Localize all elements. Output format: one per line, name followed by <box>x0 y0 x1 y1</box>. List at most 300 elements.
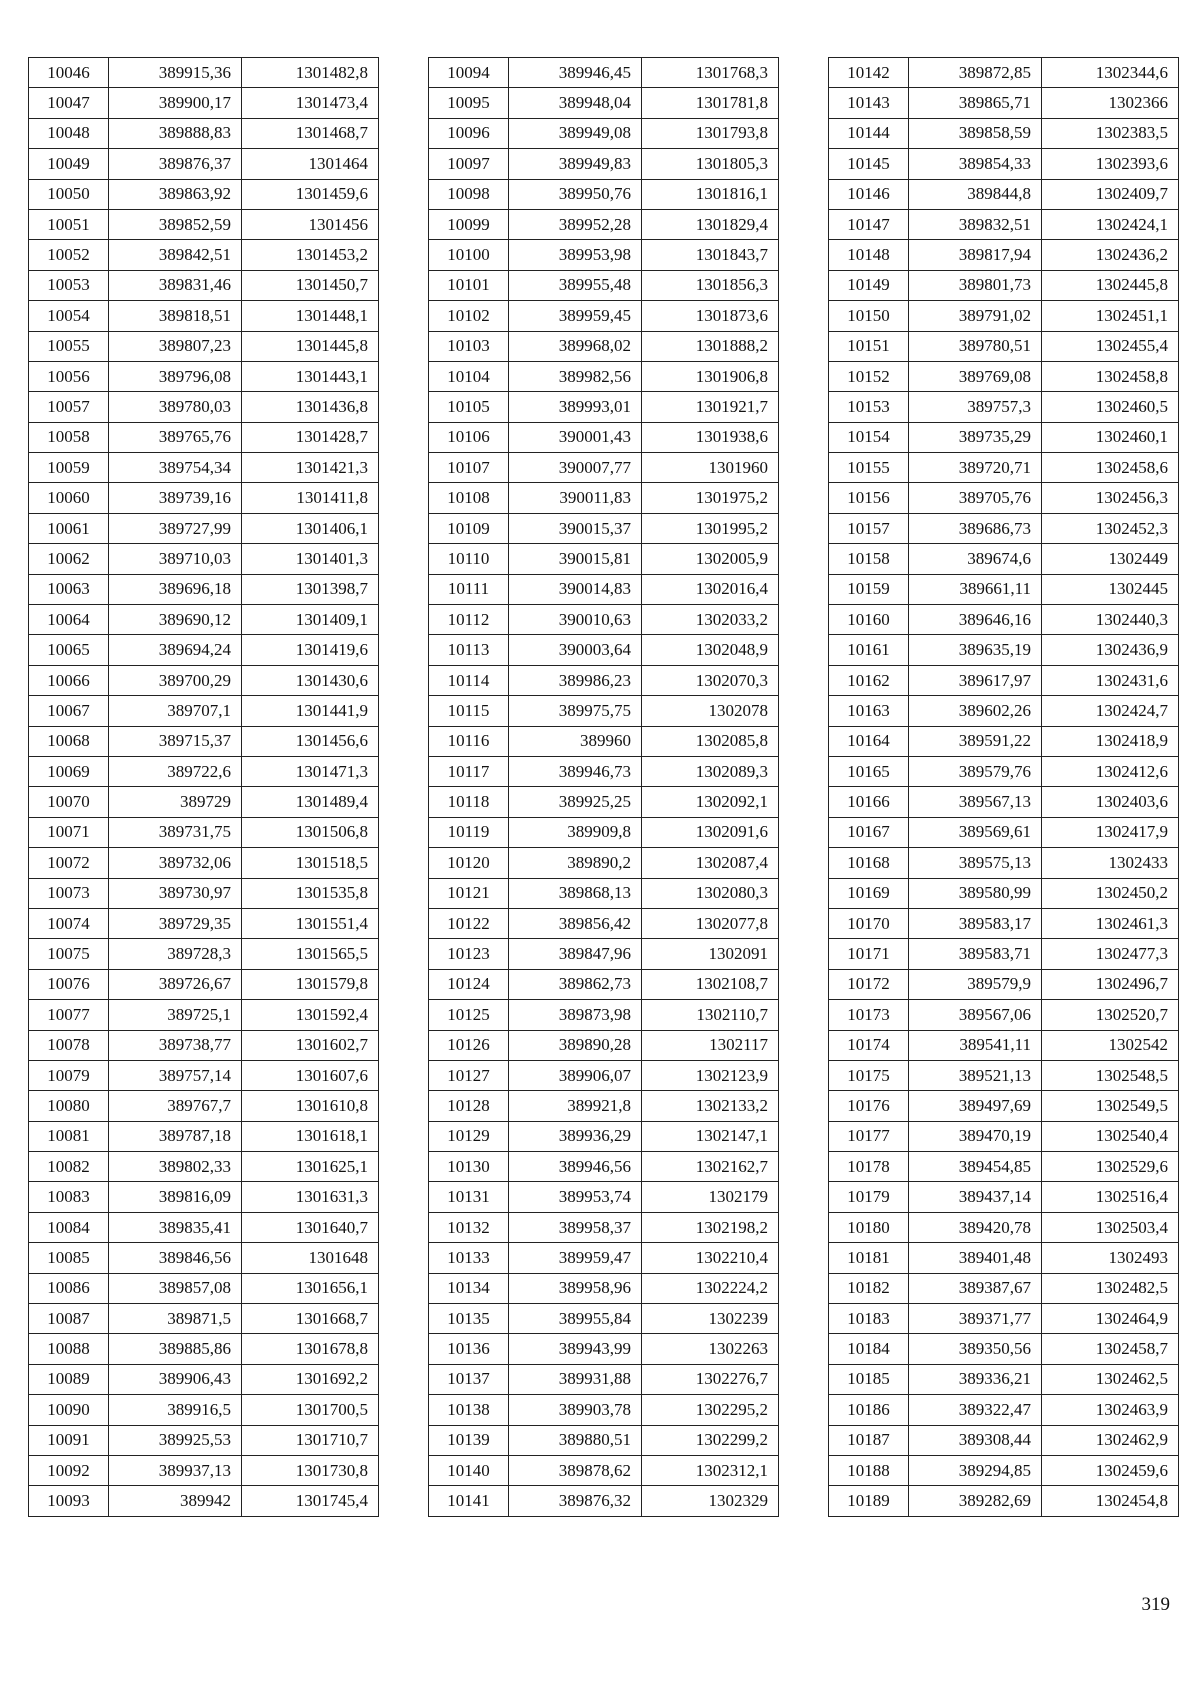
coordinate-table-2 <box>428 57 779 1517</box>
x-coordinate-cell: 389943,99 <box>509 1334 642 1364</box>
x-coordinate-cell: 389975,75 <box>509 696 642 726</box>
point-number-cell: 10099 <box>429 209 509 239</box>
point-number-cell: 10077 <box>29 1000 109 1030</box>
x-coordinate-cell: 389735,29 <box>909 422 1042 452</box>
table-row <box>429 118 779 148</box>
y-coordinate-cell: 1301456 <box>242 209 379 239</box>
table-row <box>29 1030 379 1060</box>
x-coordinate-cell: 389953,74 <box>509 1182 642 1212</box>
point-number-cell: 10046 <box>29 58 109 88</box>
x-coordinate-cell: 389579,76 <box>909 756 1042 786</box>
table-row <box>29 878 379 908</box>
x-coordinate-cell: 389903,78 <box>509 1395 642 1425</box>
y-coordinate-cell: 1301745,4 <box>242 1486 379 1516</box>
x-coordinate-cell: 389294,85 <box>909 1455 1042 1485</box>
point-number-cell: 10049 <box>29 149 109 179</box>
y-coordinate-cell: 1301535,8 <box>242 878 379 908</box>
table-row <box>829 483 1179 513</box>
y-coordinate-cell: 1302239 <box>642 1304 779 1334</box>
y-coordinate-cell: 1302458,8 <box>1042 361 1179 391</box>
table-row <box>829 240 1179 270</box>
table-row <box>29 544 379 574</box>
table-row <box>829 787 1179 817</box>
x-coordinate-cell: 389690,12 <box>109 605 242 635</box>
point-number-cell: 10178 <box>829 1152 909 1182</box>
y-coordinate-cell: 1301640,7 <box>242 1212 379 1242</box>
x-coordinate-cell: 389521,13 <box>909 1060 1042 1090</box>
y-coordinate-cell: 1302520,7 <box>1042 1000 1179 1030</box>
y-coordinate-cell: 1302091 <box>642 939 779 969</box>
table-row <box>29 756 379 786</box>
point-number-cell: 10168 <box>829 848 909 878</box>
table-row <box>429 1425 779 1455</box>
point-number-cell: 10080 <box>29 1091 109 1121</box>
table-row <box>829 1030 1179 1060</box>
table-row <box>429 939 779 969</box>
table-row <box>829 1182 1179 1212</box>
point-number-cell: 10172 <box>829 969 909 999</box>
point-number-cell: 10129 <box>429 1121 509 1151</box>
y-coordinate-cell: 1301618,1 <box>242 1121 379 1151</box>
table-row <box>29 848 379 878</box>
y-coordinate-cell: 1302108,7 <box>642 969 779 999</box>
x-coordinate-cell: 389308,44 <box>909 1425 1042 1455</box>
x-coordinate-cell: 389580,99 <box>909 878 1042 908</box>
table-row <box>29 483 379 513</box>
point-number-cell: 10110 <box>429 544 509 574</box>
y-coordinate-cell: 1302542 <box>1042 1030 1179 1060</box>
table-row <box>29 1182 379 1212</box>
table-row <box>29 1091 379 1121</box>
y-coordinate-cell: 1301489,4 <box>242 787 379 817</box>
y-coordinate-cell: 1302276,7 <box>642 1364 779 1394</box>
table-row <box>429 1243 779 1273</box>
y-coordinate-cell: 1302263 <box>642 1334 779 1364</box>
table-row <box>429 665 779 695</box>
point-number-cell: 10146 <box>829 179 909 209</box>
y-coordinate-cell: 1301565,5 <box>242 939 379 969</box>
point-number-cell: 10155 <box>829 453 909 483</box>
table-row <box>29 605 379 635</box>
table-row <box>429 1486 779 1516</box>
x-coordinate-cell: 389602,26 <box>909 696 1042 726</box>
table-row <box>29 301 379 331</box>
y-coordinate-cell: 1302403,6 <box>1042 787 1179 817</box>
x-coordinate-cell: 390015,37 <box>509 513 642 543</box>
y-coordinate-cell: 1302460,5 <box>1042 392 1179 422</box>
x-coordinate-cell: 389739,16 <box>109 483 242 513</box>
table-row <box>829 118 1179 148</box>
y-coordinate-cell: 1301592,4 <box>242 1000 379 1030</box>
point-number-cell: 10104 <box>429 361 509 391</box>
point-number-cell: 10073 <box>29 878 109 908</box>
table-row <box>429 240 779 270</box>
x-coordinate-cell: 389686,73 <box>909 513 1042 543</box>
point-number-cell: 10183 <box>829 1304 909 1334</box>
y-coordinate-cell: 1301456,6 <box>242 726 379 756</box>
table-row <box>829 908 1179 938</box>
table-row <box>829 1425 1179 1455</box>
x-coordinate-cell: 389807,23 <box>109 331 242 361</box>
table-row <box>29 1152 379 1182</box>
y-coordinate-cell: 1302482,5 <box>1042 1273 1179 1303</box>
x-coordinate-cell: 389968,02 <box>509 331 642 361</box>
table-row <box>29 1121 379 1151</box>
x-coordinate-cell: 389872,85 <box>909 58 1042 88</box>
point-number-cell: 10069 <box>29 756 109 786</box>
x-coordinate-cell: 389757,14 <box>109 1060 242 1090</box>
x-coordinate-cell: 389787,18 <box>109 1121 242 1151</box>
y-coordinate-cell: 1302393,6 <box>1042 149 1179 179</box>
table-row <box>29 422 379 452</box>
table-row <box>429 908 779 938</box>
table-row <box>429 149 779 179</box>
x-coordinate-cell: 389715,37 <box>109 726 242 756</box>
table-row <box>429 301 779 331</box>
x-coordinate-cell: 389801,73 <box>909 270 1042 300</box>
point-number-cell: 10125 <box>429 1000 509 1030</box>
y-coordinate-cell: 1302085,8 <box>642 726 779 756</box>
y-coordinate-cell: 1302087,4 <box>642 848 779 878</box>
table-row <box>829 1486 1179 1516</box>
y-coordinate-cell: 1302295,2 <box>642 1395 779 1425</box>
y-coordinate-cell: 1301678,8 <box>242 1334 379 1364</box>
x-coordinate-cell: 389925,53 <box>109 1425 242 1455</box>
point-number-cell: 10162 <box>829 665 909 695</box>
x-coordinate-cell: 389948,04 <box>509 88 642 118</box>
table-row <box>29 513 379 543</box>
y-coordinate-cell: 1302458,6 <box>1042 453 1179 483</box>
y-coordinate-cell: 1301829,4 <box>642 209 779 239</box>
x-coordinate-cell: 389876,37 <box>109 149 242 179</box>
y-coordinate-cell: 1302433 <box>1042 848 1179 878</box>
x-coordinate-cell: 389900,17 <box>109 88 242 118</box>
table-row <box>429 1364 779 1394</box>
x-coordinate-cell: 389322,47 <box>909 1395 1042 1425</box>
y-coordinate-cell: 1301453,2 <box>242 240 379 270</box>
point-number-cell: 10088 <box>29 1334 109 1364</box>
y-coordinate-cell: 1301668,7 <box>242 1304 379 1334</box>
table-row <box>829 1212 1179 1242</box>
y-coordinate-cell: 1301692,2 <box>242 1364 379 1394</box>
x-coordinate-cell: 389729 <box>109 787 242 817</box>
table-row <box>29 361 379 391</box>
y-coordinate-cell: 1301793,8 <box>642 118 779 148</box>
table-row <box>29 118 379 148</box>
table-row <box>29 1060 379 1090</box>
point-number-cell: 10150 <box>829 301 909 331</box>
x-coordinate-cell: 389350,56 <box>909 1334 1042 1364</box>
y-coordinate-cell: 1302418,9 <box>1042 726 1179 756</box>
table-row <box>29 908 379 938</box>
table-row <box>429 1212 779 1242</box>
point-number-cell: 10105 <box>429 392 509 422</box>
y-coordinate-cell: 1302529,6 <box>1042 1152 1179 1182</box>
x-coordinate-cell: 389791,02 <box>909 301 1042 331</box>
table-row <box>829 1304 1179 1334</box>
y-coordinate-cell: 1301843,7 <box>642 240 779 270</box>
table-row <box>29 1273 379 1303</box>
y-coordinate-cell: 1301700,5 <box>242 1395 379 1425</box>
x-coordinate-cell: 390001,43 <box>509 422 642 452</box>
point-number-cell: 10121 <box>429 878 509 908</box>
y-coordinate-cell: 1301960 <box>642 453 779 483</box>
point-number-cell: 10113 <box>429 635 509 665</box>
y-coordinate-cell: 1301401,3 <box>242 544 379 574</box>
x-coordinate-cell: 389865,71 <box>909 88 1042 118</box>
x-coordinate-cell: 389816,09 <box>109 1182 242 1212</box>
table-row <box>829 635 1179 665</box>
y-coordinate-cell: 1302452,3 <box>1042 513 1179 543</box>
point-number-cell: 10087 <box>29 1304 109 1334</box>
y-coordinate-cell: 1301648 <box>242 1243 379 1273</box>
table-row <box>429 1060 779 1090</box>
x-coordinate-cell: 389567,13 <box>909 787 1042 817</box>
y-coordinate-cell: 1302424,1 <box>1042 209 1179 239</box>
point-number-cell: 10151 <box>829 331 909 361</box>
x-coordinate-cell: 389873,98 <box>509 1000 642 1030</box>
table-row <box>29 1364 379 1394</box>
point-number-cell: 10143 <box>829 88 909 118</box>
y-coordinate-cell: 1302383,5 <box>1042 118 1179 148</box>
point-number-cell: 10059 <box>29 453 109 483</box>
x-coordinate-cell: 389796,08 <box>109 361 242 391</box>
y-coordinate-cell: 1301398,7 <box>242 574 379 604</box>
table-row <box>29 635 379 665</box>
y-coordinate-cell: 1301906,8 <box>642 361 779 391</box>
x-coordinate-cell: 389420,78 <box>909 1212 1042 1242</box>
point-number-cell: 10123 <box>429 939 509 969</box>
point-number-cell: 10091 <box>29 1425 109 1455</box>
x-coordinate-cell: 389876,32 <box>509 1486 642 1516</box>
point-number-cell: 10132 <box>429 1212 509 1242</box>
point-number-cell: 10144 <box>829 118 909 148</box>
table-row <box>29 1212 379 1242</box>
x-coordinate-cell: 389842,51 <box>109 240 242 270</box>
point-number-cell: 10126 <box>429 1030 509 1060</box>
x-coordinate-cell: 389728,3 <box>109 939 242 969</box>
table-row <box>429 696 779 726</box>
point-number-cell: 10097 <box>429 149 509 179</box>
y-coordinate-cell: 1302548,5 <box>1042 1060 1179 1090</box>
table-row <box>429 1273 779 1303</box>
point-number-cell: 10180 <box>829 1212 909 1242</box>
table-row <box>829 209 1179 239</box>
table-row <box>429 1121 779 1151</box>
table-row <box>829 392 1179 422</box>
x-coordinate-cell: 389982,56 <box>509 361 642 391</box>
table-row <box>429 513 779 543</box>
point-number-cell: 10188 <box>829 1455 909 1485</box>
y-coordinate-cell: 1301430,6 <box>242 665 379 695</box>
y-coordinate-cell: 1302459,6 <box>1042 1455 1179 1485</box>
x-coordinate-cell: 389847,96 <box>509 939 642 969</box>
point-number-cell: 10064 <box>29 605 109 635</box>
table-row <box>829 88 1179 118</box>
x-coordinate-cell: 390003,64 <box>509 635 642 665</box>
point-number-cell: 10134 <box>429 1273 509 1303</box>
table-row <box>429 1395 779 1425</box>
y-coordinate-cell: 1301607,6 <box>242 1060 379 1090</box>
point-number-cell: 10173 <box>829 1000 909 1030</box>
table-row <box>429 848 779 878</box>
point-number-cell: 10117 <box>429 756 509 786</box>
x-coordinate-cell: 389958,96 <box>509 1273 642 1303</box>
y-coordinate-cell: 1301816,1 <box>642 179 779 209</box>
x-coordinate-cell: 389906,07 <box>509 1060 642 1090</box>
table-row <box>429 1152 779 1182</box>
y-coordinate-cell: 1301443,1 <box>242 361 379 391</box>
y-coordinate-cell: 1302463,9 <box>1042 1395 1179 1425</box>
x-coordinate-cell: 389852,59 <box>109 209 242 239</box>
point-number-cell: 10061 <box>29 513 109 543</box>
x-coordinate-cell: 389880,51 <box>509 1425 642 1455</box>
point-number-cell: 10084 <box>29 1212 109 1242</box>
x-coordinate-cell: 389454,85 <box>909 1152 1042 1182</box>
x-coordinate-cell: 389890,28 <box>509 1030 642 1060</box>
table-row <box>429 1000 779 1030</box>
table-row <box>429 1091 779 1121</box>
table-row <box>429 1334 779 1364</box>
x-coordinate-cell: 389890,2 <box>509 848 642 878</box>
table-row <box>829 726 1179 756</box>
x-coordinate-cell: 389916,5 <box>109 1395 242 1425</box>
x-coordinate-cell: 390015,81 <box>509 544 642 574</box>
y-coordinate-cell: 1301411,8 <box>242 483 379 513</box>
y-coordinate-cell: 1301441,9 <box>242 696 379 726</box>
table-row <box>29 1455 379 1485</box>
point-number-cell: 10054 <box>29 301 109 331</box>
x-coordinate-cell: 389437,14 <box>909 1182 1042 1212</box>
x-coordinate-cell: 389371,77 <box>909 1304 1042 1334</box>
table-row <box>829 1334 1179 1364</box>
y-coordinate-cell: 1302033,2 <box>642 605 779 635</box>
x-coordinate-cell: 389949,83 <box>509 149 642 179</box>
table-row <box>29 787 379 817</box>
y-coordinate-cell: 1302496,7 <box>1042 969 1179 999</box>
x-coordinate-cell: 389720,71 <box>909 453 1042 483</box>
y-coordinate-cell: 1301471,3 <box>242 756 379 786</box>
y-coordinate-cell: 1302456,3 <box>1042 483 1179 513</box>
y-coordinate-cell: 1302198,2 <box>642 1212 779 1242</box>
y-coordinate-cell: 1301631,3 <box>242 1182 379 1212</box>
y-coordinate-cell: 1301768,3 <box>642 58 779 88</box>
y-coordinate-cell: 1302449 <box>1042 544 1179 574</box>
point-number-cell: 10100 <box>429 240 509 270</box>
y-coordinate-cell: 1301730,8 <box>242 1455 379 1485</box>
point-number-cell: 10062 <box>29 544 109 574</box>
x-coordinate-cell: 389497,69 <box>909 1091 1042 1121</box>
x-coordinate-cell: 389731,75 <box>109 817 242 847</box>
y-coordinate-cell: 1302440,3 <box>1042 605 1179 635</box>
table-row <box>429 392 779 422</box>
x-coordinate-cell: 389282,69 <box>909 1486 1042 1516</box>
point-number-cell: 10090 <box>29 1395 109 1425</box>
table-row <box>29 1486 379 1516</box>
table-row <box>829 422 1179 452</box>
y-coordinate-cell: 1301464 <box>242 149 379 179</box>
x-coordinate-cell: 389858,59 <box>909 118 1042 148</box>
point-number-cell: 10160 <box>829 605 909 635</box>
table-row <box>829 817 1179 847</box>
y-coordinate-cell: 1301421,3 <box>242 453 379 483</box>
table-row <box>429 969 779 999</box>
y-coordinate-cell: 1302077,8 <box>642 908 779 938</box>
point-number-cell: 10138 <box>429 1395 509 1425</box>
point-number-cell: 10181 <box>829 1243 909 1273</box>
point-number-cell: 10063 <box>29 574 109 604</box>
table-row <box>429 270 779 300</box>
y-coordinate-cell: 1302147,1 <box>642 1121 779 1151</box>
point-number-cell: 10057 <box>29 392 109 422</box>
y-coordinate-cell: 1302460,1 <box>1042 422 1179 452</box>
point-number-cell: 10106 <box>429 422 509 452</box>
point-number-cell: 10116 <box>429 726 509 756</box>
point-number-cell: 10115 <box>429 696 509 726</box>
x-coordinate-cell: 389754,34 <box>109 453 242 483</box>
table-row <box>829 270 1179 300</box>
table-row <box>829 149 1179 179</box>
table-row <box>829 544 1179 574</box>
coordinate-table-1 <box>28 57 379 1517</box>
table-row <box>429 574 779 604</box>
table-row <box>429 1182 779 1212</box>
x-coordinate-cell: 389727,99 <box>109 513 242 543</box>
x-coordinate-cell: 389575,13 <box>909 848 1042 878</box>
y-coordinate-cell: 1302117 <box>642 1030 779 1060</box>
y-coordinate-cell: 1301921,7 <box>642 392 779 422</box>
x-coordinate-cell: 389541,11 <box>909 1030 1042 1060</box>
y-coordinate-cell: 1301428,7 <box>242 422 379 452</box>
table-row <box>429 88 779 118</box>
point-number-cell: 10131 <box>429 1182 509 1212</box>
table-row <box>429 817 779 847</box>
y-coordinate-cell: 1301888,2 <box>642 331 779 361</box>
x-coordinate-cell: 389937,13 <box>109 1455 242 1485</box>
point-number-cell: 10092 <box>29 1455 109 1485</box>
x-coordinate-cell: 389738,77 <box>109 1030 242 1060</box>
x-coordinate-cell: 389729,35 <box>109 908 242 938</box>
point-number-cell: 10086 <box>29 1273 109 1303</box>
point-number-cell: 10118 <box>429 787 509 817</box>
x-coordinate-cell: 389767,7 <box>109 1091 242 1121</box>
y-coordinate-cell: 1302458,7 <box>1042 1334 1179 1364</box>
x-coordinate-cell: 389387,67 <box>909 1273 1042 1303</box>
x-coordinate-cell: 389885,86 <box>109 1334 242 1364</box>
x-coordinate-cell: 389732,06 <box>109 848 242 878</box>
point-number-cell: 10051 <box>29 209 109 239</box>
point-number-cell: 10147 <box>829 209 909 239</box>
point-number-cell: 10079 <box>29 1060 109 1090</box>
table-row <box>29 665 379 695</box>
x-coordinate-cell: 389567,06 <box>909 1000 1042 1030</box>
x-coordinate-cell: 389726,67 <box>109 969 242 999</box>
point-number-cell: 10166 <box>829 787 909 817</box>
point-number-cell: 10075 <box>29 939 109 969</box>
table-row <box>829 696 1179 726</box>
y-coordinate-cell: 1302516,4 <box>1042 1182 1179 1212</box>
point-number-cell: 10068 <box>29 726 109 756</box>
point-number-cell: 10098 <box>429 179 509 209</box>
table-row <box>429 209 779 239</box>
point-number-cell: 10174 <box>829 1030 909 1060</box>
y-coordinate-cell: 1302366 <box>1042 88 1179 118</box>
x-coordinate-cell: 389959,47 <box>509 1243 642 1273</box>
point-number-cell: 10189 <box>829 1486 909 1516</box>
point-number-cell: 10179 <box>829 1182 909 1212</box>
x-coordinate-cell: 389401,48 <box>909 1243 1042 1273</box>
point-number-cell: 10149 <box>829 270 909 300</box>
